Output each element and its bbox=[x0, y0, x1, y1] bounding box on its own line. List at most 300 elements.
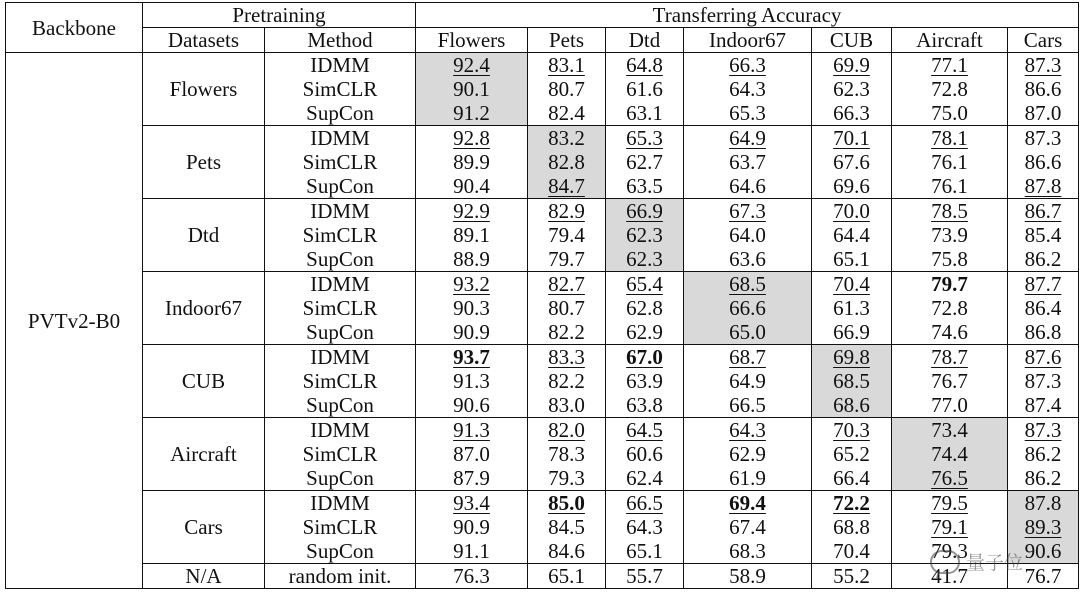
accuracy-value: 82.7 bbox=[548, 272, 585, 296]
accuracy-value: 79.5 bbox=[931, 491, 968, 515]
accuracy-cell bbox=[416, 320, 528, 345]
accuracy-cell bbox=[812, 515, 892, 539]
accuracy-value: 89.9 bbox=[453, 150, 490, 174]
accuracy-value: 79.3 bbox=[548, 466, 585, 490]
accuracy-value: 93.2 bbox=[453, 272, 490, 296]
header-method: Method bbox=[265, 28, 416, 53]
accuracy-cell bbox=[528, 393, 606, 418]
accuracy-value: 90.1 bbox=[453, 77, 490, 101]
accuracy-value: 82.9 bbox=[548, 199, 585, 223]
accuracy-value: 75.0 bbox=[931, 101, 968, 125]
accuracy-cell bbox=[416, 174, 528, 199]
accuracy-cell bbox=[1008, 223, 1079, 247]
accuracy-cell bbox=[684, 53, 812, 78]
method-cell: SimCLR bbox=[265, 223, 416, 247]
method-cell: SimCLR bbox=[265, 77, 416, 101]
accuracy-cell bbox=[606, 174, 684, 199]
accuracy-cell bbox=[1008, 393, 1079, 418]
accuracy-value: 91.3 bbox=[453, 418, 490, 442]
accuracy-cell bbox=[684, 199, 812, 224]
accuracy-value: 70.0 bbox=[833, 199, 870, 223]
accuracy-value: 76.5 bbox=[931, 466, 968, 490]
method-cell: random init. bbox=[265, 564, 416, 589]
accuracy-cell bbox=[606, 345, 684, 370]
accuracy-value: 70.4 bbox=[833, 272, 870, 296]
accuracy-cell bbox=[1008, 77, 1079, 101]
accuracy-value: 87.8 bbox=[1024, 174, 1062, 198]
accuracy-value: 87.3 bbox=[1024, 418, 1062, 442]
accuracy-value: 65.3 bbox=[729, 101, 766, 125]
header-pretraining: Pretraining bbox=[143, 3, 416, 28]
accuracy-value: 82.2 bbox=[548, 369, 585, 393]
accuracy-cell bbox=[1008, 247, 1079, 272]
accuracy-value: 62.7 bbox=[626, 150, 663, 174]
accuracy-cell bbox=[892, 126, 1008, 151]
header-datasets: Datasets bbox=[143, 28, 265, 53]
accuracy-cell bbox=[812, 223, 892, 247]
accuracy-cell bbox=[812, 466, 892, 491]
accuracy-value: 62.3 bbox=[626, 223, 663, 247]
accuracy-value: 86.2 bbox=[1024, 466, 1062, 490]
accuracy-value: 66.9 bbox=[626, 199, 663, 223]
accuracy-cell bbox=[684, 418, 812, 443]
accuracy-cell bbox=[684, 466, 812, 491]
accuracy-cell bbox=[1008, 369, 1079, 393]
accuracy-cell bbox=[684, 296, 812, 320]
results-table bbox=[5, 2, 1079, 589]
accuracy-cell bbox=[606, 539, 684, 564]
accuracy-cell bbox=[416, 393, 528, 418]
accuracy-cell bbox=[416, 296, 528, 320]
table-row bbox=[6, 491, 1079, 516]
accuracy-value: 90.3 bbox=[453, 296, 490, 320]
method-cell: IDMM bbox=[265, 126, 416, 151]
accuracy-cell bbox=[1008, 174, 1079, 199]
header-backbone: Backbone bbox=[6, 3, 143, 53]
accuracy-cell bbox=[684, 320, 812, 345]
accuracy-value: 82.2 bbox=[548, 320, 585, 344]
accuracy-value: 68.6 bbox=[833, 393, 870, 417]
accuracy-cell bbox=[528, 77, 606, 101]
accuracy-cell bbox=[892, 101, 1008, 126]
accuracy-value: 64.4 bbox=[833, 223, 870, 247]
accuracy-cell: 76.7 bbox=[1008, 564, 1079, 589]
accuracy-cell bbox=[1008, 150, 1079, 174]
accuracy-value: 93.7 bbox=[453, 345, 490, 369]
method-cell: SimCLR bbox=[265, 369, 416, 393]
accuracy-cell bbox=[812, 393, 892, 418]
accuracy-value: 62.9 bbox=[626, 320, 663, 344]
accuracy-value: 86.6 bbox=[1024, 77, 1062, 101]
accuracy-cell bbox=[416, 272, 528, 297]
accuracy-value: 67.6 bbox=[833, 150, 870, 174]
accuracy-cell bbox=[606, 77, 684, 101]
accuracy-cell bbox=[416, 369, 528, 393]
accuracy-cell bbox=[416, 101, 528, 126]
accuracy-cell bbox=[684, 272, 812, 297]
accuracy-value: 74.6 bbox=[931, 320, 968, 344]
method-cell: SupCon bbox=[265, 539, 416, 564]
pretrain-dataset-cell: N/A bbox=[143, 564, 265, 589]
method-cell: IDMM bbox=[265, 53, 416, 78]
table-row bbox=[6, 199, 1079, 224]
accuracy-cell bbox=[812, 345, 892, 370]
accuracy-value: 65.1 bbox=[833, 247, 870, 271]
accuracy-value: 79.7 bbox=[548, 247, 585, 271]
accuracy-cell bbox=[812, 77, 892, 101]
accuracy-cell bbox=[684, 369, 812, 393]
accuracy-cell bbox=[606, 247, 684, 272]
accuracy-cell bbox=[812, 320, 892, 345]
method-cell: SupCon bbox=[265, 320, 416, 345]
accuracy-cell bbox=[606, 515, 684, 539]
accuracy-cell bbox=[892, 442, 1008, 466]
method-cell: IDMM bbox=[265, 491, 416, 516]
accuracy-value: 83.3 bbox=[548, 345, 585, 369]
accuracy-cell bbox=[416, 539, 528, 564]
accuracy-cell bbox=[684, 150, 812, 174]
accuracy-value: 61.3 bbox=[833, 296, 870, 320]
accuracy-cell bbox=[1008, 272, 1079, 297]
accuracy-cell bbox=[416, 126, 528, 151]
accuracy-cell bbox=[606, 126, 684, 151]
accuracy-cell bbox=[528, 296, 606, 320]
accuracy-cell bbox=[892, 199, 1008, 224]
accuracy-value: 86.2 bbox=[1024, 247, 1062, 271]
accuracy-value: 91.3 bbox=[453, 369, 490, 393]
accuracy-value: 90.6 bbox=[453, 393, 490, 417]
accuracy-value: 92.8 bbox=[453, 126, 490, 150]
accuracy-value: 72.8 bbox=[931, 77, 968, 101]
accuracy-cell bbox=[528, 247, 606, 272]
accuracy-value: 87.0 bbox=[1024, 101, 1062, 125]
accuracy-value: 77.1 bbox=[931, 53, 968, 77]
accuracy-cell bbox=[528, 53, 606, 78]
pretrain-dataset-cell: Cars bbox=[143, 491, 265, 564]
accuracy-cell bbox=[812, 126, 892, 151]
table-row bbox=[6, 53, 1079, 78]
header-target-indoor67: Indoor67 bbox=[684, 28, 812, 53]
accuracy-value: 73.4 bbox=[931, 418, 968, 442]
accuracy-value: 79.7 bbox=[931, 272, 968, 296]
accuracy-value: 64.9 bbox=[729, 369, 766, 393]
accuracy-value: 84.6 bbox=[548, 539, 585, 563]
baseline-row bbox=[6, 564, 1079, 589]
accuracy-value: 79.3 bbox=[931, 539, 968, 563]
accuracy-cell bbox=[528, 515, 606, 539]
accuracy-cell bbox=[892, 53, 1008, 78]
accuracy-cell bbox=[606, 223, 684, 247]
accuracy-value: 60.6 bbox=[626, 442, 663, 466]
watermark-text: 量子位 bbox=[966, 552, 1024, 574]
method-cell: SimCLR bbox=[265, 296, 416, 320]
accuracy-value: 68.5 bbox=[833, 369, 870, 393]
accuracy-value: 87.0 bbox=[453, 442, 490, 466]
accuracy-cell bbox=[416, 247, 528, 272]
header-target-dtd: Dtd bbox=[606, 28, 684, 53]
accuracy-cell bbox=[528, 491, 606, 516]
accuracy-cell bbox=[606, 53, 684, 78]
accuracy-cell bbox=[812, 539, 892, 564]
method-cell: IDMM bbox=[265, 418, 416, 443]
accuracy-cell bbox=[684, 393, 812, 418]
accuracy-cell bbox=[892, 345, 1008, 370]
accuracy-value: 87.9 bbox=[453, 466, 490, 490]
header-row bbox=[6, 28, 1079, 53]
accuracy-value: 63.7 bbox=[729, 150, 766, 174]
accuracy-cell bbox=[892, 320, 1008, 345]
accuracy-cell bbox=[606, 199, 684, 224]
accuracy-value: 66.5 bbox=[729, 393, 766, 417]
accuracy-value: 67.4 bbox=[729, 515, 766, 539]
accuracy-cell bbox=[892, 369, 1008, 393]
accuracy-cell: 58.9 bbox=[684, 564, 812, 589]
method-cell: SupCon bbox=[265, 466, 416, 491]
accuracy-value: 79.1 bbox=[931, 515, 968, 539]
accuracy-cell bbox=[528, 466, 606, 491]
table-body bbox=[6, 53, 1079, 589]
accuracy-cell bbox=[684, 442, 812, 466]
header-target-cub: CUB bbox=[812, 28, 892, 53]
accuracy-value: 63.6 bbox=[729, 247, 766, 271]
accuracy-cell bbox=[606, 150, 684, 174]
accuracy-value: 67.0 bbox=[626, 345, 663, 369]
method-cell: IDMM bbox=[265, 345, 416, 370]
accuracy-cell bbox=[892, 77, 1008, 101]
accuracy-value: 63.9 bbox=[626, 369, 663, 393]
accuracy-cell bbox=[416, 442, 528, 466]
accuracy-cell bbox=[812, 442, 892, 466]
accuracy-value: 82.8 bbox=[548, 150, 585, 174]
accuracy-cell bbox=[812, 272, 892, 297]
accuracy-value: 90.9 bbox=[453, 320, 490, 344]
accuracy-value: 87.6 bbox=[1024, 345, 1062, 369]
accuracy-value: 85.4 bbox=[1024, 223, 1062, 247]
accuracy-cell bbox=[606, 393, 684, 418]
accuracy-cell bbox=[892, 272, 1008, 297]
accuracy-cell bbox=[528, 174, 606, 199]
accuracy-cell bbox=[416, 491, 528, 516]
accuracy-value: 65.1 bbox=[626, 539, 663, 563]
accuracy-cell bbox=[684, 491, 812, 516]
accuracy-value: 66.9 bbox=[833, 320, 870, 344]
accuracy-cell bbox=[528, 199, 606, 224]
accuracy-cell bbox=[892, 515, 1008, 539]
accuracy-value: 70.3 bbox=[833, 418, 870, 442]
accuracy-value: 84.5 bbox=[548, 515, 585, 539]
table-row bbox=[6, 345, 1079, 370]
accuracy-value: 64.6 bbox=[729, 174, 766, 198]
accuracy-cell bbox=[812, 418, 892, 443]
pretrain-dataset-cell: CUB bbox=[143, 345, 265, 418]
accuracy-value: 92.4 bbox=[453, 53, 490, 77]
accuracy-cell: 41.7 bbox=[892, 564, 1008, 589]
accuracy-value: 86.2 bbox=[1024, 442, 1062, 466]
accuracy-value: 91.1 bbox=[453, 539, 490, 563]
accuracy-value: 80.7 bbox=[548, 296, 585, 320]
accuracy-value: 65.4 bbox=[626, 272, 663, 296]
accuracy-value: 62.9 bbox=[729, 442, 766, 466]
accuracy-value: 91.2 bbox=[453, 101, 490, 125]
table-row bbox=[6, 126, 1079, 151]
accuracy-value: 86.4 bbox=[1024, 296, 1062, 320]
accuracy-cell bbox=[1008, 442, 1079, 466]
backbone-cell: PVTv2-B0 bbox=[6, 53, 143, 589]
accuracy-cell bbox=[416, 150, 528, 174]
accuracy-cell bbox=[606, 101, 684, 126]
accuracy-value: 66.3 bbox=[833, 101, 870, 125]
accuracy-value: 79.4 bbox=[548, 223, 585, 247]
accuracy-cell bbox=[528, 539, 606, 564]
accuracy-value: 62.3 bbox=[626, 247, 663, 271]
accuracy-value: 73.9 bbox=[931, 223, 968, 247]
pretrain-dataset-cell: Indoor67 bbox=[143, 272, 265, 345]
accuracy-value: 68.8 bbox=[833, 515, 870, 539]
method-cell: SupCon bbox=[265, 247, 416, 272]
header-transferring-accuracy: Transferring Accuracy bbox=[416, 3, 1079, 28]
accuracy-value: 72.8 bbox=[931, 296, 968, 320]
accuracy-cell bbox=[1008, 515, 1079, 539]
accuracy-value: 69.9 bbox=[833, 53, 870, 77]
accuracy-cell bbox=[606, 320, 684, 345]
accuracy-cell bbox=[606, 369, 684, 393]
accuracy-value: 82.4 bbox=[548, 101, 585, 125]
accuracy-cell bbox=[684, 101, 812, 126]
accuracy-cell bbox=[528, 345, 606, 370]
accuracy-cell bbox=[812, 53, 892, 78]
accuracy-cell bbox=[684, 345, 812, 370]
accuracy-cell bbox=[528, 442, 606, 466]
accuracy-cell bbox=[528, 369, 606, 393]
accuracy-value: 86.8 bbox=[1024, 320, 1062, 344]
accuracy-cell bbox=[892, 418, 1008, 443]
accuracy-value: 69.4 bbox=[729, 491, 766, 515]
accuracy-cell: 65.1 bbox=[528, 564, 606, 589]
accuracy-cell bbox=[892, 296, 1008, 320]
accuracy-value: 69.6 bbox=[833, 174, 870, 198]
header-target-pets: Pets bbox=[528, 28, 606, 53]
accuracy-value: 90.6 bbox=[1024, 539, 1062, 563]
accuracy-value: 76.1 bbox=[931, 174, 968, 198]
accuracy-value: 68.3 bbox=[729, 539, 766, 563]
accuracy-cell bbox=[812, 491, 892, 516]
accuracy-cell bbox=[1008, 53, 1079, 78]
pretrain-dataset-cell: Flowers bbox=[143, 53, 265, 126]
accuracy-value: 85.0 bbox=[548, 491, 585, 515]
accuracy-cell bbox=[528, 101, 606, 126]
accuracy-cell bbox=[892, 393, 1008, 418]
accuracy-value: 78.1 bbox=[931, 126, 968, 150]
accuracy-cell bbox=[892, 539, 1008, 564]
accuracy-cell bbox=[892, 174, 1008, 199]
accuracy-value: 68.5 bbox=[729, 272, 766, 296]
accuracy-value: 93.4 bbox=[453, 491, 490, 515]
accuracy-cell bbox=[892, 247, 1008, 272]
accuracy-value: 61.9 bbox=[729, 466, 766, 490]
accuracy-cell bbox=[1008, 539, 1079, 564]
accuracy-cell bbox=[528, 418, 606, 443]
accuracy-cell bbox=[416, 199, 528, 224]
accuracy-cell bbox=[528, 223, 606, 247]
accuracy-value: 61.6 bbox=[626, 77, 663, 101]
accuracy-value: 86.7 bbox=[1024, 199, 1062, 223]
accuracy-cell bbox=[812, 199, 892, 224]
accuracy-value: 83.0 bbox=[548, 393, 585, 417]
accuracy-value: 76.7 bbox=[931, 369, 968, 393]
accuracy-value: 78.3 bbox=[548, 442, 585, 466]
accuracy-value: 65.2 bbox=[833, 442, 870, 466]
accuracy-value: 74.4 bbox=[931, 442, 968, 466]
accuracy-value: 69.8 bbox=[833, 345, 870, 369]
accuracy-cell bbox=[416, 53, 528, 78]
accuracy-cell bbox=[684, 247, 812, 272]
accuracy-cell bbox=[606, 442, 684, 466]
accuracy-value: 64.3 bbox=[729, 418, 766, 442]
accuracy-cell bbox=[684, 126, 812, 151]
accuracy-cell bbox=[892, 466, 1008, 491]
accuracy-cell bbox=[684, 223, 812, 247]
accuracy-value: 64.9 bbox=[729, 126, 766, 150]
accuracy-cell bbox=[684, 174, 812, 199]
accuracy-value: 90.4 bbox=[453, 174, 490, 198]
accuracy-cell bbox=[606, 272, 684, 297]
accuracy-cell bbox=[684, 539, 812, 564]
accuracy-value: 76.1 bbox=[931, 150, 968, 174]
accuracy-value: 80.7 bbox=[548, 77, 585, 101]
accuracy-cell bbox=[606, 418, 684, 443]
header-target-cars: Cars bbox=[1008, 28, 1079, 53]
accuracy-value: 72.2 bbox=[833, 491, 870, 515]
accuracy-value: 65.3 bbox=[626, 126, 663, 150]
accuracy-cell bbox=[606, 491, 684, 516]
accuracy-cell bbox=[1008, 418, 1079, 443]
accuracy-cell bbox=[812, 101, 892, 126]
header-target-aircraft: Aircraft bbox=[892, 28, 1008, 53]
method-cell: SimCLR bbox=[265, 150, 416, 174]
pretrain-dataset-cell: Pets bbox=[143, 126, 265, 199]
table-row bbox=[6, 418, 1079, 443]
accuracy-cell bbox=[1008, 199, 1079, 224]
accuracy-cell: 55.2 bbox=[812, 564, 892, 589]
accuracy-cell bbox=[1008, 491, 1079, 516]
accuracy-cell bbox=[812, 174, 892, 199]
method-cell: SupCon bbox=[265, 101, 416, 126]
accuracy-value: 87.4 bbox=[1024, 393, 1062, 417]
accuracy-value: 89.1 bbox=[453, 223, 490, 247]
pretrain-dataset-cell: Aircraft bbox=[143, 418, 265, 491]
accuracy-value: 66.3 bbox=[729, 53, 766, 77]
accuracy-cell bbox=[416, 515, 528, 539]
method-cell: SimCLR bbox=[265, 442, 416, 466]
accuracy-cell bbox=[684, 77, 812, 101]
accuracy-cell bbox=[1008, 466, 1079, 491]
accuracy-value: 83.2 bbox=[548, 126, 585, 150]
accuracy-value: 78.5 bbox=[931, 199, 968, 223]
method-cell: IDMM bbox=[265, 272, 416, 297]
accuracy-cell bbox=[812, 369, 892, 393]
accuracy-cell bbox=[812, 247, 892, 272]
accuracy-value: 87.8 bbox=[1024, 491, 1062, 515]
accuracy-value: 88.9 bbox=[453, 247, 490, 271]
accuracy-value: 87.3 bbox=[1024, 126, 1062, 150]
accuracy-value: 63.5 bbox=[626, 174, 663, 198]
method-cell: SimCLR bbox=[265, 515, 416, 539]
accuracy-value: 82.0 bbox=[548, 418, 585, 442]
accuracy-value: 64.3 bbox=[626, 515, 663, 539]
accuracy-value: 75.8 bbox=[931, 247, 968, 271]
accuracy-cell bbox=[684, 515, 812, 539]
accuracy-value: 66.4 bbox=[833, 466, 870, 490]
